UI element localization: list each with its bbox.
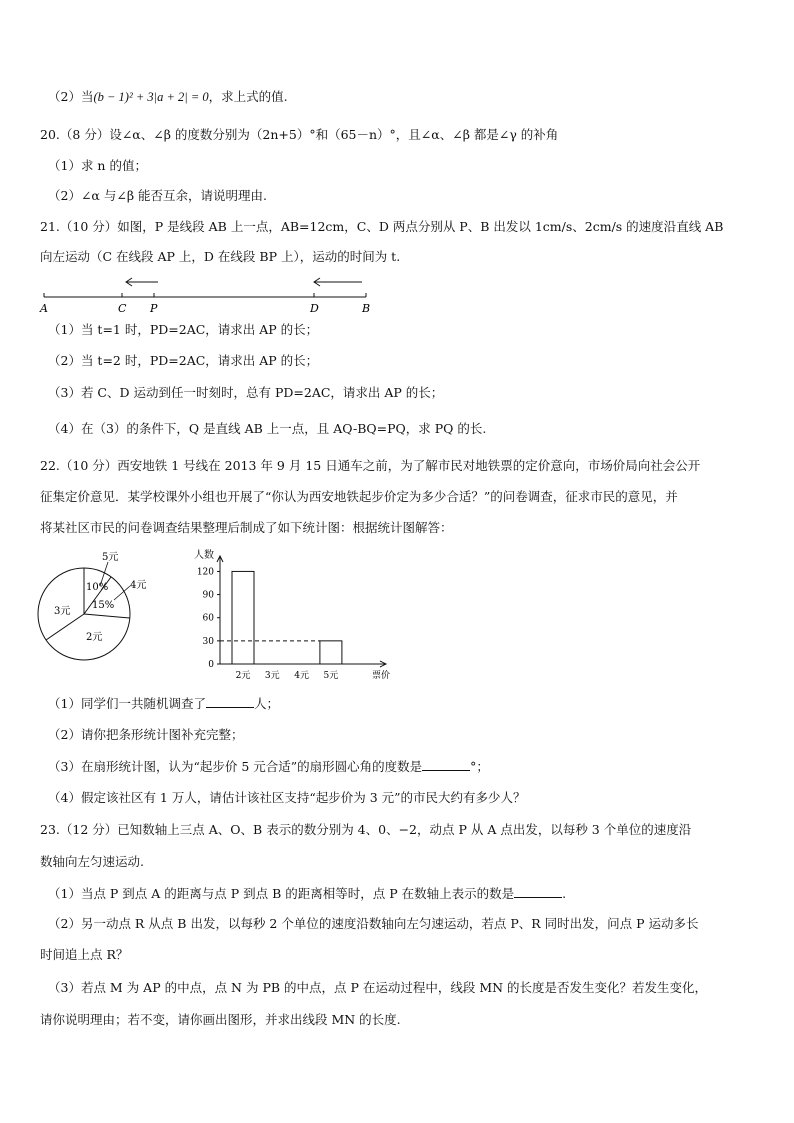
q21-part4: （4）在（3）的条件下，Q 是直线 AB 上一点，且 AQ-BQ=PQ，求 PQ 的长. [48,421,487,436]
y-tick-label: 30 [202,636,214,647]
pie-divider [84,614,130,618]
q22-stem-cont1: 征集定价意见．某学校课外小组也开展了“你认为西安地铁起步价定为多少合适？”的问卷调查，征求市民的意见，并 [40,489,678,504]
bar [320,641,342,664]
q20-stem: 20.（8 分）设∠α、∠β 的度数分别为（2n+5）°和（65－n）°，且∠α、∠β 都是∠γ 的补角 [40,127,559,142]
x-tick-label: 5元 [323,671,339,681]
bar [232,571,254,664]
pie-pct-10: 10% [86,582,109,593]
x-axis-label: 票价 [372,671,391,681]
label-P: P [150,302,158,315]
q21-part2: （2）当 t=2 时，PD=2AC，请求出 AP 的长； [48,353,319,368]
q23-part3-cont: 请你说明理由；若不变，请你画出图形，并求出线段 MN 的长度. [40,1012,401,1027]
q22-stem-cont2: 将某社区市民的问卷调查结果整理后制成了如下统计图：根据统计图解答： [40,520,453,535]
y-tick-label: 90 [202,590,214,601]
q23-stem: 23.（12 分）已知数轴上三点 A、O、B 表示的数分别为 4、0、−2，动点 P 从 A 点出发，以每秒 3 个单位的速度沿 [40,822,692,837]
q20-part1: （1）求 n 的值； [48,158,147,173]
pie-label-5: 5元 [102,552,119,563]
pie-label-3: 3元 [54,606,71,617]
pie-pct-15: 15% [92,600,115,611]
q21-part3: （3）若 C、D 运动到任一时刻时，总有 PD=2AC，请求出 AP 的长； [48,385,444,400]
pie-divider [46,614,84,640]
label-C: C [118,302,127,315]
x-tick-label: 2元 [235,671,251,681]
pie-chart [36,548,166,676]
q23-part1: （1）当点 P 到点 A 的距离与点 P 到点 B 的距离相等时，点 P 在数轴上表示的数是 . [48,886,567,901]
q21-stem-cont: 向左运动（C 在线段 AP 上，D 在线段 BP 上），运动的时间为 t. [40,249,401,264]
q22-part3: （3）在扇形统计图，认为“起步价 5 元合适”的扇形圆心角的度数是 °； [48,759,489,774]
q23-stem-cont: 数轴向左匀速运动. [40,854,144,869]
q22-stem: 22.（10 分）西安地铁 1 号线在 2013 年 9 月 15 日通车之前，为了解市民对地铁票的定价意向，市场价局向社会公开 [40,458,701,473]
y-tick-label: 60 [202,613,214,624]
answer-blank[interactable] [206,695,254,708]
q21-segment-figure [36,276,386,316]
x-tick-label: 3元 [264,671,280,681]
x-tick-label: 4元 [294,671,309,681]
label-A: A [40,302,48,315]
q20-part2: （2）∠α 与∠β 能否互余，请说明理由. [48,188,267,203]
label-B: B [362,302,371,315]
q21-stem: 21.（10 分）如图，P 是线段 AB 上一点，AB=12cm，C、D 两点分别从 P、B 出发以 1cm/s、2cm/s 的速度沿直线 AB [40,219,724,234]
q21-part1: （1）当 t=1 时，PD=2AC，请求出 AP 的长； [48,322,319,337]
answer-blank[interactable] [422,758,470,771]
y-axis-label: 人数 [194,550,214,561]
q19-expression: (b − 1)² + 3|a + 2| = 0 [93,90,209,104]
label-D: D [310,302,319,315]
q23-part2-cont: 时间追上点 R？ [40,947,129,962]
pie-label-2: 2元 [86,632,103,643]
q23-part2: （2）另一动点 R 从点 B 出发，以每秒 2 个单位的速度沿数轴向左匀速运动，若点 P、R 同时出发，问点 P 运动多长 [48,916,699,931]
pie-label-4: 4元 [130,580,147,591]
q19-part2: （2）当(b − 1)² + 3|a + 2| = 0，求上式的值. [48,89,288,104]
q22-part4: （4）假定该社区有 1 万人，请估计该社区支持“起步价为 3 元”的市民大约有多少人？ [48,790,526,805]
y-tick-label: 0 [208,660,214,670]
q22-part2: （2）请你把条形统计图补充完整； [48,727,244,742]
q23-part3: （3）若点 M 为 AP 的中点，点 N 为 PB 的中点，点 P 在运动过程中，线段 MN 的长度是否发生变化？若发生变化， [48,980,708,995]
q22-part1: （1）同学们一共随机调查了 人； [48,696,279,711]
answer-blank[interactable] [514,885,562,898]
y-tick-label: 120 [196,567,214,578]
bar-chart [190,548,400,686]
